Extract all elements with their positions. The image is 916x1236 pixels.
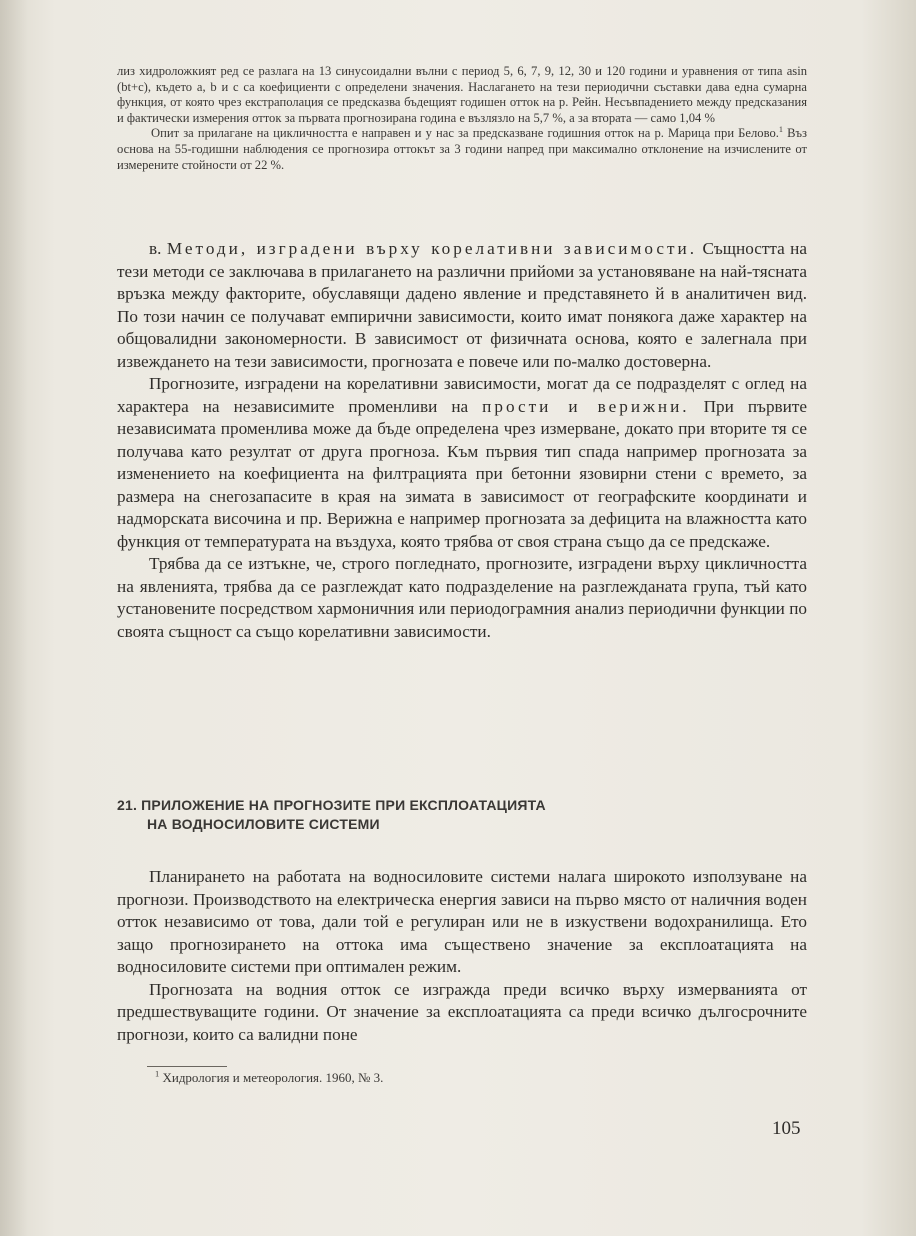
subsection-heading: Методи, изградени върху корелативни зависимости.	[166, 239, 698, 258]
body-paragraph-methods: в. Методи, изградени върху корелативни зависимости. Същността на тези методи се заключава в прилагането на различни прийоми за установяване на най-тясната връзка между факторите, обуславящи дадено явление и представянето й в аналитичен вид. По този начин се получават емпирични зависимости, които имат понякога даже характер на общовалидни закономерности. В зависимост от физичната основа, която е залегнала при извеждането на тези зависимости, прогнозата е повече или по-малко достоверна.	[117, 239, 808, 371]
body-paragraph-simple-chain: Прогнозите, изградени на корелативни зависимости, могат да се подразделят с оглед на характера на независимите променливи на прости и верижни. При първите независимата променлива може да бъде определена чрез измерване, докато при вторите тя се получава като резултат от друга прогноза. Към първия тип спада например прогнозата за изменението на коефициента на филтрацията при бетонни язовирни стени с времето, за размера на снегозапасите в края на зимата в зависимост от географските координати и надморската височина и пр. Верижна е например прогнозата за дефицита на влажността като функция от температурата на въздуха, която трябва от своя страна също да се предскаже.	[117, 374, 807, 551]
section-paragraph-1: Планирането на работата на водносиловите системи налага широкото използуване на прогнози. Производството на електрическа енергия зависи на първо място от наличния воден отток независимо от това, дали той е регулиран или не в изкуствени водохранилища. Ето защо прогнозирането на оттока има съществено значение за експлоатацията на водносиловите системи при оптимален режим.	[117, 867, 807, 976]
top-small-paragraph-2: Опит за прилагане на цикличността е направен и у нас за предсказване годишния отток на р. Марица при Белово.$^1$ Въз основа на 55-годишни наблюдения се прогнозира оттокът за 3 години напред при максимално отклонение на изчислените от измерените стойности от 22 %.	[117, 125, 807, 172]
section-paragraph-2: Прогнозата на водния отток се изгражда преди всичко върху измерванията от предшествуващите години. От значение за експлоатацията са преди всичко дългосрочните прогнози, които са валидни поне	[117, 979, 807, 1044]
top-small-paragraph-1: лиз хидроложкият ред се разлага на 13 синусоидални вълни с период 5, 6, 7, 9, 12, 30 и 120 години и уравнения от типа asin (bt+c), където a, b и c са коефициенти с определени значения. Наслагането на тези периодични съставки дава една сумарна функция, от която чрез екстраполация се предсказва бъдещият годишен отток на р. Рейн. Несъвпадението между предсказания и фактически измерения отток за първата прогнозирана година е възлязло на 5,7 %, а за втората — само 1,04 %	[117, 64, 807, 125]
section-heading	[117, 796, 807, 834]
footnote-marker: 1	[155, 1068, 160, 1079]
section-heading-line-2: НА ВОДНОСИЛОВИТЕ СИСТЕМИ	[147, 816, 380, 832]
emphasized-term: прости и верижни.	[482, 396, 690, 416]
top-small-text	[117, 64, 807, 173]
main-body-text	[117, 238, 807, 643]
footnote	[155, 1070, 383, 1086]
page-number: 105	[772, 1118, 801, 1139]
section-body-text	[117, 866, 807, 1046]
page-binding-shadow	[0, 0, 28, 1236]
body-paragraph-cyclicity: Трябва да се изтъкне, че, строго погледнато, прогнозите, изградени върху цикличността на явленията, трябва да се разглеждат като подразделение на разглежданата група, тъй като установените посредством хармоничния или периодограмния анализ периодични функции по своята същност са също корелативни зависимости.	[117, 554, 807, 641]
footnote-reference: 1	[778, 125, 783, 135]
section-heading-line-1: 21. ПРИЛОЖЕНИЕ НА ПРОГНОЗИТЕ ПРИ ЕКСПЛОАТАЦИЯТА	[117, 797, 546, 813]
footnote-text: Хидрология и метеорология. 1960, № 3.	[159, 1070, 384, 1085]
footnote-divider	[147, 1066, 227, 1067]
